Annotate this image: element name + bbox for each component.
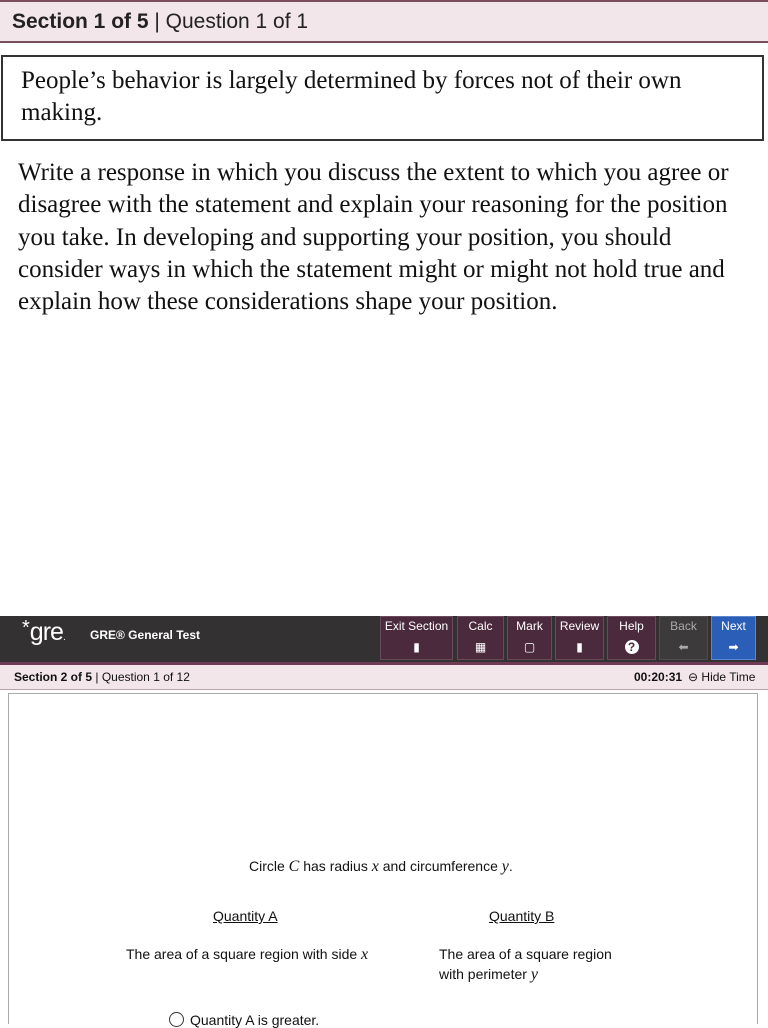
section-header — [0, 0, 768, 43]
door-icon: ▮ — [413, 640, 420, 654]
answer-option-a[interactable] — [169, 1012, 319, 1028]
review-label: Review — [559, 619, 600, 633]
calculator-icon: ▦ — [474, 640, 487, 654]
essay-statement: People’s behavior is largely determined by forces not of their own making. — [21, 67, 682, 126]
checkbox-icon: ▢ — [523, 640, 536, 654]
logo-dot: . — [62, 632, 65, 643]
timer: 00:20:31 — [634, 670, 683, 684]
question-status: Question 1 of 12 — [101, 670, 190, 684]
quantity-a-desc: The area of a square region with side — [126, 946, 362, 962]
status-separator: | — [92, 670, 102, 684]
quantity-b-line-2: with perimeter — [439, 966, 531, 982]
help-icon: ? — [625, 640, 639, 654]
help-label: Help — [619, 619, 644, 633]
calc-button[interactable] — [457, 616, 504, 660]
hide-time-label: Hide Time — [701, 670, 756, 684]
section-indicator: Section 1 of 5 — [12, 10, 149, 33]
quantity-b-line-2-wrap — [439, 964, 612, 985]
mark-button[interactable] — [507, 616, 552, 660]
essay-prompt: Write a response in which you discuss the extent to which you agree or disagree with the statement and explain your reasoning for the position you take. In developing and supporting your position, you should consider ways in which the statement might or might not hold true and explain how these considerations shape your position. — [18, 159, 729, 316]
stem-var-x: x — [371, 858, 379, 875]
quantity-a-var: x — [361, 946, 369, 963]
minus-circle-icon: ⊖ — [688, 670, 699, 684]
question-area — [8, 693, 758, 1028]
arrow-left-icon: ⬅ — [678, 640, 689, 654]
review-button[interactable] — [555, 616, 604, 660]
question-indicator: Question 1 of 1 — [165, 10, 309, 33]
exit-section-label: Exit Section — [384, 619, 449, 633]
stem-var-c: C — [288, 858, 300, 875]
quantity-b-var: y — [530, 966, 538, 983]
quantity-b-text — [439, 944, 612, 985]
arrow-right-icon: ➡ — [728, 640, 739, 654]
quantity-a-heading: Quantity A — [213, 908, 278, 924]
status-bar — [0, 665, 768, 690]
mark-label: Mark — [516, 619, 543, 633]
section-status: Section 2 of 5 — [14, 670, 93, 684]
quantity-a-text — [126, 944, 368, 965]
bookmark-icon: ▮ — [576, 640, 583, 654]
back-button[interactable] — [659, 616, 708, 660]
radio-button-icon[interactable] — [169, 1012, 184, 1027]
next-button[interactable] — [711, 616, 756, 660]
stem-mid-1: has radius — [299, 858, 372, 874]
header-separator: | — [148, 10, 166, 33]
quantity-b-heading: Quantity B — [489, 908, 555, 924]
stem-suffix: . — [508, 858, 513, 874]
logo-text: gre — [29, 618, 63, 646]
test-toolbar — [0, 616, 768, 665]
stem-var-y: y — [501, 858, 509, 875]
help-button[interactable] — [607, 616, 656, 660]
exit-section-button[interactable] — [380, 616, 453, 660]
back-label: Back — [670, 619, 697, 633]
logo-star: * — [22, 617, 29, 639]
gre-logo — [22, 618, 65, 647]
stem-mid-2: and circumference — [378, 858, 502, 874]
section-question-status — [14, 670, 190, 684]
next-label: Next — [721, 619, 746, 633]
quantity-b-line-1: The area of a square region — [439, 946, 612, 962]
stem-prefix: Circle — [249, 858, 289, 874]
calc-label: Calc — [468, 619, 493, 633]
hide-time-toggle[interactable] — [688, 670, 755, 684]
test-title: GRE® General Test — [90, 628, 200, 642]
section-question-indicator — [12, 10, 308, 34]
statement-box — [1, 55, 764, 141]
answer-option-a-label: Quantity A is greater. — [190, 1012, 320, 1028]
question-stem — [249, 858, 513, 876]
